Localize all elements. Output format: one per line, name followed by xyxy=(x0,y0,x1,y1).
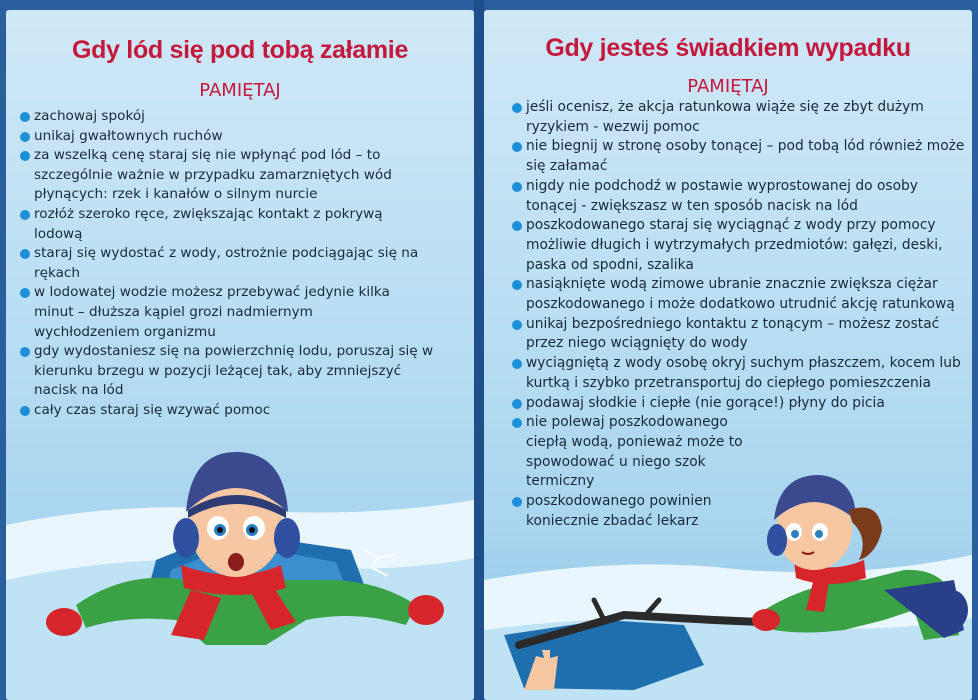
list-item: gdy wydostaniesz się na powierzchnię lodu, poruszaj się w kierunku brzegu w pozycji leżącej tak, aby zmniejszyć nacisk na lód xyxy=(20,342,434,401)
list-item: podawaj słodkie i ciepłe (nie gorące!) płyny do picia xyxy=(512,394,968,414)
list-item: unikaj gwałtownych ruchów xyxy=(20,127,460,147)
panel-divider xyxy=(474,0,484,700)
list-item: poszkodowanego staraj się wyciągnąć z wody przy pomocy możliwie długich i wytrzymałych przedmiotów: gałęzi, deski, paska od spodni, szalika xyxy=(512,216,968,275)
list-item: rozłóż szeroko ręce, zwiększając kontakt z pokrywą lodową xyxy=(20,205,434,244)
left-panel-title: Gdy lód się pod tobą załamie xyxy=(71,36,409,64)
list-item: w lodowatej wodzie możesz przebywać jedynie kilka minut – dłuższa kąpiel grozi nadmiernym wychłodzeniem organizmu xyxy=(20,283,394,342)
list-item: cały czas staraj się wzywać pomoc xyxy=(20,401,460,421)
left-panel-subtitle: PAMIĘTAJ xyxy=(199,80,281,101)
list-item: unikaj bezpośredniego kontaktu z tonącym – możesz zostać przez niego wciągnięty do wody xyxy=(512,315,968,354)
list-item: nie biegnij w stronę osoby tonącej – pod tobą lód również może się załamać xyxy=(512,137,968,176)
list-item: staraj się wydostać z wody, ostrożnie podciągając się na rękach xyxy=(20,244,434,283)
list-item: za wszelką cenę staraj się nie wpłynąć pod lód – to szczególnie ważnie w przypadku zamarzniętych wód płynących: rzek i kanałów o silnym nurcie xyxy=(20,146,404,205)
child-rescuing-with-branch-illustration xyxy=(484,460,972,700)
list-item: wyciągniętą z wody osobę okryj suchym płaszczem, kocem lub kurtką i szybko przetransportuj do ciepłego pomieszczenia xyxy=(512,354,968,393)
child-through-ice-illustration xyxy=(6,430,474,700)
right-panel xyxy=(484,10,972,700)
left-tips-list xyxy=(20,107,460,421)
list-item: poszkodowanego powinien koniecznie zbadać lekarz xyxy=(512,492,756,531)
list-item: nasiąknięte wodą zimowe ubranie znacznie zwiększa ciężar poszkodowanego i może dodatkowo utrudnić akcję ratunkową xyxy=(512,275,968,314)
list-item: jeśli ocenisz, że akcja ratunkowa wiąże się ze zbyt dużym ryzykiem - wezwij pomoc xyxy=(512,98,968,137)
left-panel xyxy=(6,10,474,700)
list-item: zachowaj spokój xyxy=(20,107,460,127)
list-item: nie polewaj poszkodowanego ciepłą wodą, ponieważ może to spowodować u niego szok termiczny xyxy=(512,413,756,492)
right-panel-title: Gdy jesteś świadkiem wypadku xyxy=(545,34,911,62)
list-item: nigdy nie podchodź w postawie wyprostowanej do osoby tonącej - zwiększasz w ten sposób nacisk na lód xyxy=(512,177,968,216)
right-panel-subtitle: PAMIĘTAJ xyxy=(687,76,769,97)
